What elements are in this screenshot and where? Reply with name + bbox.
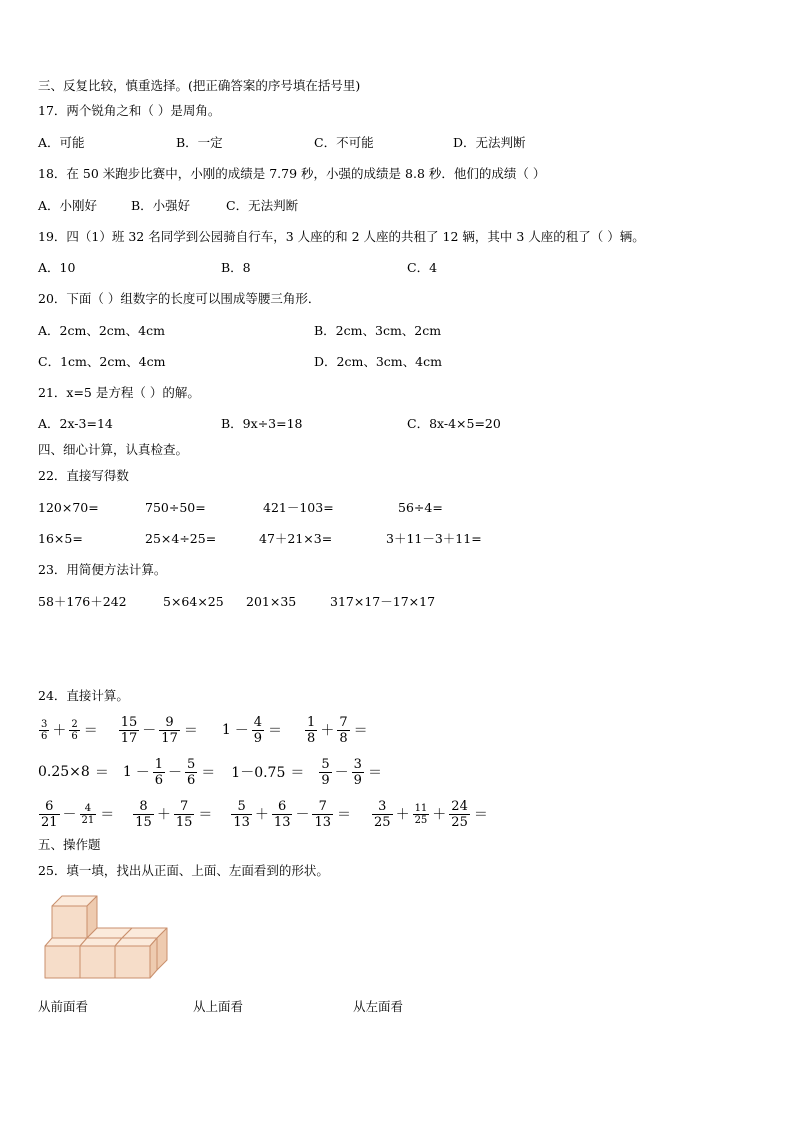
fraction: $\frac{8}{15}$ bbox=[135, 798, 152, 830]
cube-front-face bbox=[45, 946, 80, 978]
q20-option-b[interactable]: B．2cm、3cm、2cm bbox=[314, 323, 442, 338]
q17-option-d[interactable]: D．无法判断 bbox=[453, 135, 526, 150]
cube-front-face bbox=[52, 906, 87, 938]
fraction: $\frac{2}{6}$ bbox=[71, 718, 78, 742]
q24-expr-8: $\frac{5}{9}$ － $\frac{3}{9}$ ＝ bbox=[321, 756, 382, 788]
q25-stem: 25．填一填，找出从正面、上面、左面看到的形状。 bbox=[38, 863, 329, 878]
q17-option-b[interactable]: B．一定 bbox=[176, 135, 223, 150]
q21-option-b[interactable]: B．9x÷3=18 bbox=[221, 416, 303, 431]
q23-item-1: 58＋176＋242 bbox=[38, 594, 127, 609]
q18-option-a[interactable]: A．小刚好 bbox=[38, 198, 98, 213]
q20-option-a[interactable]: A．2cm、2cm、4cm bbox=[38, 323, 165, 338]
q24-expr-2: $\frac{15}{17}$ － $\frac{9}{17}$ ＝ bbox=[120, 714, 198, 746]
q17-option-a[interactable]: A．可能 bbox=[38, 135, 85, 150]
fraction: $\frac{6}{21}$ bbox=[41, 798, 58, 830]
q18-option-c[interactable]: C．无法判断 bbox=[226, 198, 299, 213]
q22-r1-item-4: 56÷4= bbox=[398, 500, 443, 515]
q21-option-a[interactable]: A．2x-3=14 bbox=[38, 416, 113, 431]
q21-stem: 21．x=5 是方程（ ）的解。 bbox=[38, 385, 200, 400]
q23-item-3: 201×35 bbox=[246, 594, 297, 609]
fraction: $\frac{7}{13}$ bbox=[314, 798, 332, 830]
fraction: $\frac{3}{25}$ bbox=[374, 798, 391, 830]
fraction: $\frac{3}{9}$ bbox=[353, 756, 362, 788]
q21-option-c[interactable]: C．8x-4×5=20 bbox=[407, 416, 501, 431]
q22-r2-item-4: 3＋11－3＋11= bbox=[386, 531, 482, 546]
q24-expr-11: $\frac{5}{13}$ ＋ $\frac{6}{13}$ － $\frac{7}{13}$ ＝ bbox=[233, 798, 352, 830]
q24-expr-5: 0.25×8 ＝ bbox=[38, 764, 109, 781]
fraction: $\frac{24}{25}$ bbox=[451, 798, 468, 830]
fraction: $\frac{7}{8}$ bbox=[339, 714, 348, 746]
q22-r2-item-2: 25×4÷25= bbox=[145, 531, 217, 546]
q20-stem: 20．下面（ ）组数字的长度可以围成等腰三角形． bbox=[38, 291, 321, 306]
q22-r2-item-1: 16×5= bbox=[38, 531, 83, 546]
view-label-top: 从上面看 bbox=[193, 999, 244, 1014]
q19-option-a[interactable]: A．10 bbox=[38, 260, 76, 275]
q22-r1-item-1: 120×70= bbox=[38, 500, 99, 515]
q24-expr-10: $\frac{8}{15}$ ＋ $\frac{7}{15}$ ＝ bbox=[135, 798, 213, 830]
q24-expr-6: 1 － $\frac{1}{6}$ － $\frac{5}{6}$ ＝ bbox=[122, 756, 216, 788]
fraction: $\frac{4}{21}$ bbox=[81, 802, 95, 826]
q19-stem: 19．四（1）班 32 名同学到公园骑自行车，3 人座的和 2 人座的共租了 12 辆，其中 3 人座的租了（ ）辆。 bbox=[38, 229, 645, 244]
q24-stem: 24．直接计算。 bbox=[38, 688, 129, 703]
fraction: $\frac{15}{17}$ bbox=[120, 714, 138, 746]
fraction: $\frac{6}{13}$ bbox=[273, 798, 291, 830]
fraction: $\frac{1}{6}$ bbox=[154, 756, 164, 788]
fraction: $\frac{1}{8}$ bbox=[307, 714, 316, 746]
q23-item-2: 5×64×25 bbox=[163, 594, 224, 609]
q24-row-1 bbox=[38, 712, 368, 748]
q24-expr-12: $\frac{3}{25}$ ＋ $\frac{11}{25}$ ＋ $\frac{24}{25}$ ＝ bbox=[374, 798, 488, 830]
q24-row-2 bbox=[38, 754, 382, 790]
cube-front-face bbox=[80, 946, 115, 978]
q19-option-c[interactable]: C．4 bbox=[407, 260, 438, 275]
fraction: $\frac{9}{17}$ bbox=[161, 714, 178, 746]
q22-r1-item-3: 421－103= bbox=[263, 500, 334, 515]
q24-expr-7: 1－0.75 ＝ bbox=[231, 765, 305, 781]
q22-r2-item-3: 47＋21×3= bbox=[259, 531, 333, 546]
q24-expr-9: $\frac{6}{21}$ － $\frac{4}{21}$ ＝ bbox=[41, 798, 115, 830]
q23-item-4: 317×17－17×17 bbox=[330, 594, 436, 609]
section-4-title: 四、细心计算，认真检查。 bbox=[38, 442, 189, 457]
fraction: $\frac{3}{6}$ bbox=[41, 718, 48, 742]
fraction: $\frac{11}{25}$ bbox=[414, 802, 428, 826]
q23-stem: 23．用简便方法计算。 bbox=[38, 562, 167, 577]
q18-option-b[interactable]: B．小强好 bbox=[131, 198, 191, 213]
q24-expr-1: $\frac{3}{6}$ ＋ $\frac{2}{6}$ ＝ bbox=[41, 718, 98, 742]
fraction: $\frac{4}{9}$ bbox=[253, 714, 263, 746]
section-3-title: 三、反复比较，慎重选择。(把正确答案的序号填在括号里) bbox=[38, 78, 361, 93]
fraction: $\frac{5}{9}$ bbox=[321, 756, 330, 788]
q17-option-c[interactable]: C．不可能 bbox=[314, 135, 374, 150]
q20-option-c[interactable]: C．1cm、2cm、4cm bbox=[38, 354, 166, 369]
view-label-left: 从左面看 bbox=[353, 999, 404, 1014]
fraction: $\frac{7}{15}$ bbox=[175, 798, 193, 830]
fraction: $\frac{5}{13}$ bbox=[233, 798, 250, 830]
cube-stack-figure bbox=[40, 890, 172, 986]
q19-option-b[interactable]: B．8 bbox=[221, 260, 251, 275]
q24-row-3 bbox=[38, 796, 488, 832]
section-5-title: 五、操作题 bbox=[38, 837, 101, 852]
fraction: $\frac{5}{6}$ bbox=[187, 756, 196, 788]
q24-expr-4: $\frac{1}{8}$ ＋ $\frac{7}{8}$ ＝ bbox=[307, 714, 368, 746]
q18-stem: 18．在 50 米跑步比赛中，小刚的成绩是 7.79 秒，小强的成绩是 8.8 秒．他们的成绩（ ） bbox=[38, 166, 546, 181]
view-label-front: 从前面看 bbox=[38, 999, 89, 1014]
q20-option-d[interactable]: D．2cm、3cm、4cm bbox=[314, 354, 442, 369]
q17-stem: 17．两个锐角之和（ ）是周角。 bbox=[38, 103, 221, 118]
q24-expr-3: 1 － $\frac{4}{9}$ ＝ bbox=[221, 714, 283, 746]
q22-r1-item-2: 750÷50= bbox=[145, 500, 206, 515]
q22-stem: 22．直接写得数 bbox=[38, 468, 129, 483]
cube-front-face bbox=[115, 946, 150, 978]
